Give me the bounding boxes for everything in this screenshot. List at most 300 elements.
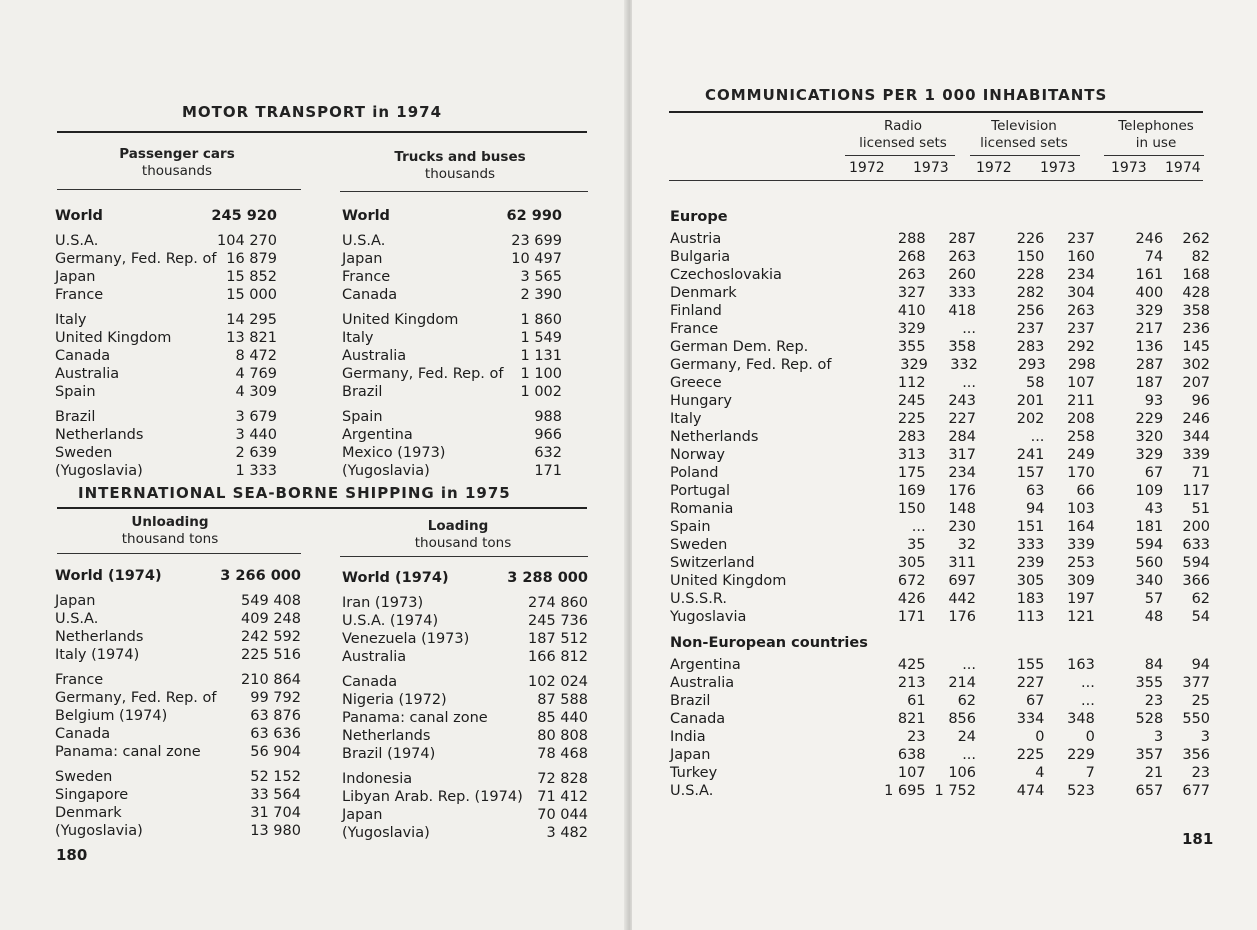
row-label: Netherlands — [55, 629, 144, 645]
trucks-rule — [340, 191, 588, 192]
shipping-title-rule — [57, 507, 587, 509]
table-row — [55, 822, 301, 840]
table-row — [670, 248, 1210, 266]
table-cell: 157 — [1016, 465, 1045, 481]
table-row — [670, 482, 1210, 500]
table-cell: 229 — [1067, 747, 1095, 763]
table-row — [670, 782, 1210, 800]
table-cell: 262 — [1182, 231, 1211, 247]
radio-heading: Radio — [884, 118, 922, 134]
table-cell: 51 — [1191, 501, 1211, 517]
row-value: 3 679 — [235, 409, 277, 425]
row-label: Venezuela (1973) — [342, 631, 470, 647]
table-row — [342, 347, 562, 365]
table-cell: 356 — [1182, 747, 1211, 763]
table-cell: 24 — [957, 729, 977, 745]
unloading-unit: thousand tons — [121, 531, 219, 547]
row-value: 14 295 — [226, 312, 277, 328]
row-label: Netherlands — [342, 728, 431, 744]
row-value: 70 044 — [537, 807, 588, 823]
television-subheading: licensed sets — [980, 135, 1068, 151]
table-cell: 93 — [1144, 393, 1164, 409]
table-row — [342, 673, 588, 691]
table-cell: 175 — [897, 465, 926, 481]
table-cell: 358 — [948, 339, 977, 355]
table-cell: 0 — [1085, 729, 1095, 745]
television-heading: Television — [991, 118, 1057, 134]
country-name: Yugoslavia — [670, 609, 747, 625]
table-cell: 333 — [1016, 537, 1045, 553]
row-label: Australia — [342, 649, 407, 665]
table-cell: 32 — [957, 537, 977, 553]
row-label: Japan — [342, 251, 383, 267]
row-label: Sweden — [55, 769, 113, 785]
row-value: 78 468 — [537, 746, 588, 762]
title-rule — [57, 131, 587, 133]
table-cell: 334 — [1016, 711, 1045, 727]
row-value: 31 704 — [250, 805, 301, 821]
table-cell: ... — [962, 657, 977, 673]
table-cell: 305 — [1016, 573, 1045, 589]
row-label: Italy (1974) — [55, 647, 140, 663]
table-cell: 57 — [1144, 591, 1164, 607]
table-cell: 329 — [1135, 303, 1164, 319]
table-cell: 161 — [1135, 267, 1164, 283]
table-cell: 176 — [948, 609, 977, 625]
table-cell: 62 — [957, 693, 977, 709]
row-value: 3 440 — [235, 427, 277, 443]
year-tv-1973: 1973 — [1040, 160, 1076, 176]
country-name: Portugal — [670, 483, 731, 499]
table-cell: 197 — [1067, 591, 1095, 607]
table-cell: 150 — [897, 501, 926, 517]
table-cell: 237 — [1067, 321, 1095, 337]
table-row — [670, 356, 1210, 374]
table-cell: 355 — [1135, 675, 1164, 691]
trucks-heading: Trucks and buses — [394, 149, 526, 165]
table-cell: 226 — [1016, 231, 1045, 247]
table-cell: 96 — [1191, 393, 1211, 409]
table-row — [55, 232, 277, 250]
table-cell: 246 — [1182, 411, 1211, 427]
country-name: Austria — [670, 231, 722, 247]
row-value: 1 100 — [520, 366, 562, 382]
passenger-rule — [57, 189, 301, 190]
table-cell: 106 — [948, 765, 977, 781]
table-row — [342, 268, 562, 286]
table-cell: 560 — [1135, 555, 1164, 571]
row-label: Sweden — [55, 445, 113, 461]
row-value: 85 440 — [537, 710, 588, 726]
table-cell: ... — [1081, 675, 1095, 691]
row-label: France — [55, 287, 104, 303]
table-row — [670, 728, 1210, 746]
telephones-subheading: in use — [1135, 135, 1177, 151]
table-row — [55, 671, 301, 689]
table-cell: 0 — [1035, 729, 1045, 745]
table-cell: 410 — [897, 303, 926, 319]
row-value: 87 588 — [537, 692, 588, 708]
table-row — [670, 674, 1210, 692]
table-cell: 117 — [1182, 483, 1211, 499]
row-value: 10 497 — [511, 251, 562, 267]
table-cell: 107 — [1067, 375, 1095, 391]
radio-rule — [845, 155, 955, 156]
table-row — [342, 612, 588, 630]
table-cell: 327 — [897, 285, 926, 301]
table-cell: 145 — [1182, 339, 1211, 355]
row-label: Belgium (1974) — [55, 708, 168, 724]
table-cell: 67 — [1144, 465, 1164, 481]
country-name: Sweden — [670, 537, 728, 553]
table-cell: 228 — [1016, 267, 1045, 283]
table-cell: 594 — [1182, 555, 1211, 571]
row-value: 3 482 — [546, 825, 588, 841]
table-cell: 23 — [1144, 693, 1164, 709]
country-name: Australia — [670, 675, 735, 691]
communications-table — [670, 206, 1210, 800]
table-row — [342, 569, 588, 587]
table-cell: 348 — [1067, 711, 1095, 727]
table-cell: 229 — [1135, 411, 1164, 427]
table-cell: 170 — [1067, 465, 1095, 481]
table-cell: 227 — [1016, 675, 1045, 691]
table-cell: 418 — [948, 303, 977, 319]
row-value: 966 — [534, 427, 562, 443]
row-value: 245 920 — [211, 208, 277, 224]
country-name: Netherlands — [670, 429, 759, 445]
row-label: Argentina — [342, 427, 413, 443]
row-label: Libyan Arab. Rep. (1974) — [342, 789, 523, 805]
table-cell: 63 — [1025, 483, 1045, 499]
row-value: 549 408 — [241, 593, 301, 609]
row-value: 171 — [534, 463, 562, 479]
table-cell: 187 — [1135, 375, 1164, 391]
row-label: Japan — [55, 269, 96, 285]
country-name: France — [670, 321, 719, 337]
table-cell: 320 — [1135, 429, 1164, 445]
table-cell: 288 — [897, 231, 926, 247]
table-row — [55, 250, 277, 268]
table-cell: 163 — [1067, 657, 1095, 673]
table-cell: ... — [911, 519, 926, 535]
row-label: U.S.A. (1974) — [342, 613, 439, 629]
table-cell: 150 — [1016, 249, 1045, 265]
table-cell: 377 — [1182, 675, 1211, 691]
table-row — [670, 374, 1210, 392]
table-row — [55, 646, 301, 664]
country-name: Turkey — [670, 765, 718, 781]
row-value: 2 639 — [235, 445, 277, 461]
table-cell: 284 — [948, 429, 977, 445]
row-value: 15 852 — [226, 269, 277, 285]
row-label: Nigeria (1972) — [342, 692, 447, 708]
table-cell: 594 — [1135, 537, 1164, 553]
table-cell: 94 — [1025, 501, 1045, 517]
row-value: 99 792 — [250, 690, 301, 706]
table-cell: 82 — [1191, 249, 1211, 265]
table-cell: 43 — [1144, 501, 1164, 517]
table-cell: 442 — [948, 591, 977, 607]
unloading-list — [55, 567, 301, 840]
row-label: France — [55, 672, 104, 688]
table-row — [55, 408, 277, 426]
country-name: Japan — [670, 747, 711, 763]
table-cell: 239 — [1016, 555, 1045, 571]
row-label: Brazil (1974) — [342, 746, 436, 762]
table-cell: 697 — [948, 573, 977, 589]
table-cell: 237 — [1016, 321, 1045, 337]
table-cell: 214 — [948, 675, 977, 691]
row-value: 245 736 — [528, 613, 588, 629]
group-label: Non-European countries — [670, 635, 868, 651]
row-value: 4 769 — [235, 366, 277, 382]
table-row — [342, 824, 588, 842]
motor-transport-title: MOTOR TRANSPORT in 1974 — [182, 103, 443, 121]
row-value: 210 864 — [241, 672, 301, 688]
table-cell: 633 — [1182, 537, 1211, 553]
row-label: Canada — [342, 287, 398, 303]
loading-unit: thousand tons — [414, 535, 512, 551]
table-cell: 48 — [1144, 609, 1164, 625]
table-row — [342, 408, 562, 426]
table-cell: 329 — [900, 357, 928, 373]
table-row — [55, 444, 277, 462]
country-name: Poland — [670, 465, 719, 481]
page-number-right: 181 — [1182, 830, 1214, 848]
row-label: Panama: canal zone — [342, 710, 488, 726]
row-value: 71 412 — [537, 789, 588, 805]
table-cell: 217 — [1135, 321, 1164, 337]
table-cell: 168 — [1182, 267, 1211, 283]
table-cell: 332 — [950, 357, 978, 373]
row-label: Canada — [55, 348, 111, 364]
table-cell: 1 695 — [884, 783, 926, 799]
table-row — [342, 286, 562, 304]
table-cell: 253 — [1067, 555, 1095, 571]
table-cell: 344 — [1182, 429, 1211, 445]
table-cell: 329 — [1135, 447, 1164, 463]
table-row — [670, 392, 1210, 410]
table-row — [342, 709, 588, 727]
row-value: 16 879 — [226, 251, 277, 267]
table-cell: 103 — [1067, 501, 1095, 517]
row-label: Japan — [342, 807, 383, 823]
table-row — [670, 764, 1210, 782]
row-label: Australia — [342, 348, 407, 364]
row-label: Italy — [55, 312, 87, 328]
table-cell: 1 752 — [934, 783, 977, 799]
table-cell: 227 — [948, 411, 977, 427]
row-label: Japan — [55, 593, 96, 609]
row-label: U.S.A. — [55, 233, 99, 249]
row-value: 72 828 — [537, 771, 588, 787]
table-cell: 234 — [948, 465, 977, 481]
year-tv-1972: 1972 — [976, 160, 1012, 176]
row-value: 1 333 — [235, 463, 277, 479]
table-cell: 302 — [1182, 357, 1210, 373]
table-row — [55, 329, 277, 347]
table-cell: 304 — [1067, 285, 1095, 301]
row-label: Germany, Fed. Rep. of — [55, 690, 217, 706]
communications-title-rule — [669, 111, 1203, 113]
row-value: 242 592 — [241, 629, 301, 645]
country-name: India — [670, 729, 706, 745]
table-cell: 293 — [1018, 357, 1046, 373]
table-cell: 201 — [1016, 393, 1045, 409]
table-row — [55, 347, 277, 365]
row-value: 8 472 — [235, 348, 277, 364]
table-row — [670, 518, 1210, 536]
country-name: U.S.S.R. — [670, 591, 728, 607]
row-label: World (1974) — [55, 568, 162, 584]
row-label: (Yugoslavia) — [342, 825, 430, 841]
table-cell: 329 — [897, 321, 926, 337]
television-rule — [970, 155, 1080, 156]
table-row — [55, 207, 277, 225]
table-row — [670, 692, 1210, 710]
row-label: U.S.A. — [55, 611, 99, 627]
table-cell: 245 — [897, 393, 926, 409]
row-value: 3 565 — [520, 269, 562, 285]
table-cell: 121 — [1067, 609, 1095, 625]
passenger-unit: thousands — [141, 163, 213, 179]
table-row — [55, 365, 277, 383]
row-label: Indonesia — [342, 771, 413, 787]
table-row — [670, 608, 1210, 626]
page-number-left: 180 — [56, 846, 88, 864]
table-cell: 67 — [1025, 693, 1045, 709]
table-cell: ... — [1030, 429, 1045, 445]
table-cell: 213 — [897, 675, 926, 691]
table-cell: 23 — [1191, 765, 1211, 781]
table-row — [55, 592, 301, 610]
table-cell: 263 — [1067, 303, 1095, 319]
table-cell: 171 — [897, 609, 926, 625]
table-cell: 672 — [897, 573, 926, 589]
table-cell: 94 — [1191, 657, 1211, 673]
table-cell: 200 — [1182, 519, 1211, 535]
table-cell: 3 — [1200, 729, 1211, 745]
country-name: Denmark — [670, 285, 737, 301]
telephones-rule — [1104, 155, 1204, 156]
table-row — [670, 656, 1210, 674]
table-cell: 287 — [1135, 357, 1164, 373]
table-cell: 183 — [1016, 591, 1045, 607]
table-cell: 7 — [1085, 765, 1095, 781]
table-row — [55, 689, 301, 707]
table-row — [342, 770, 588, 788]
table-cell: 550 — [1182, 711, 1211, 727]
row-label: Canada — [342, 674, 398, 690]
row-label: Panama: canal zone — [55, 744, 201, 760]
row-label: Singapore — [55, 787, 129, 803]
table-row — [55, 383, 277, 401]
table-cell: 236 — [1182, 321, 1211, 337]
row-value: 274 860 — [528, 595, 588, 611]
row-label: France — [342, 269, 391, 285]
table-cell: 260 — [948, 267, 977, 283]
table-cell: 164 — [1067, 519, 1095, 535]
row-label: U.S.A. — [342, 233, 386, 249]
table-cell: 208 — [1067, 411, 1095, 427]
unloading-heading: Unloading — [131, 514, 209, 530]
table-cell: 638 — [897, 747, 926, 763]
country-name: Brazil — [670, 693, 711, 709]
row-label: United Kingdom — [342, 312, 459, 328]
table-row — [670, 554, 1210, 572]
table-cell: 181 — [1135, 519, 1164, 535]
table-cell: 234 — [1067, 267, 1095, 283]
country-name: Canada — [670, 711, 726, 727]
table-row — [55, 311, 277, 329]
year-phone-1974: 1974 — [1165, 160, 1201, 176]
table-row — [55, 628, 301, 646]
table-cell: 23 — [907, 729, 926, 745]
table-cell: 677 — [1182, 783, 1211, 799]
row-value: 13 821 — [226, 330, 277, 346]
row-value: 23 699 — [511, 233, 562, 249]
table-row — [55, 268, 277, 286]
row-label: Germany, Fed. Rep. of — [55, 251, 217, 267]
country-name: Argentina — [670, 657, 741, 673]
table-cell: 256 — [1016, 303, 1045, 319]
table-cell: ... — [962, 321, 977, 337]
row-value: 1 002 — [520, 384, 562, 400]
table-row — [342, 727, 588, 745]
table-cell: 148 — [948, 501, 977, 517]
table-row — [55, 804, 301, 822]
table-row — [670, 446, 1210, 464]
table-cell: ... — [962, 375, 977, 391]
loading-list — [342, 569, 588, 842]
row-value: 63 636 — [250, 726, 301, 742]
row-value: 63 876 — [250, 708, 301, 724]
row-value: 988 — [534, 409, 562, 425]
table-cell: 241 — [1016, 447, 1045, 463]
table-cell: 61 — [907, 693, 926, 709]
row-value: 104 270 — [217, 233, 277, 249]
row-label: Australia — [55, 366, 120, 382]
loading-rule — [340, 556, 588, 557]
table-cell: 202 — [1016, 411, 1045, 427]
row-value: 3 266 000 — [220, 568, 301, 584]
table-row — [670, 710, 1210, 728]
table-cell: 856 — [948, 711, 977, 727]
table-row — [55, 426, 277, 444]
table-cell: 160 — [1067, 249, 1095, 265]
table-row — [55, 725, 301, 743]
table-cell: 4 — [1035, 765, 1045, 781]
row-value: 632 — [534, 445, 562, 461]
row-value: 52 152 — [250, 769, 301, 785]
table-cell: 3 — [1154, 729, 1164, 745]
table-cell: 474 — [1016, 783, 1045, 799]
table-cell: 230 — [948, 519, 977, 535]
table-cell: 333 — [948, 285, 977, 301]
table-row — [670, 230, 1210, 248]
table-cell: 283 — [897, 429, 926, 445]
table-row — [342, 745, 588, 763]
table-cell: 263 — [948, 249, 977, 265]
country-name: U.S.A. — [670, 783, 714, 799]
table-cell: 25 — [1191, 693, 1211, 709]
row-value: 56 904 — [250, 744, 301, 760]
year-phone-1973: 1973 — [1111, 160, 1147, 176]
table-row — [55, 610, 301, 628]
table-cell: 366 — [1182, 573, 1211, 589]
table-row — [670, 572, 1210, 590]
